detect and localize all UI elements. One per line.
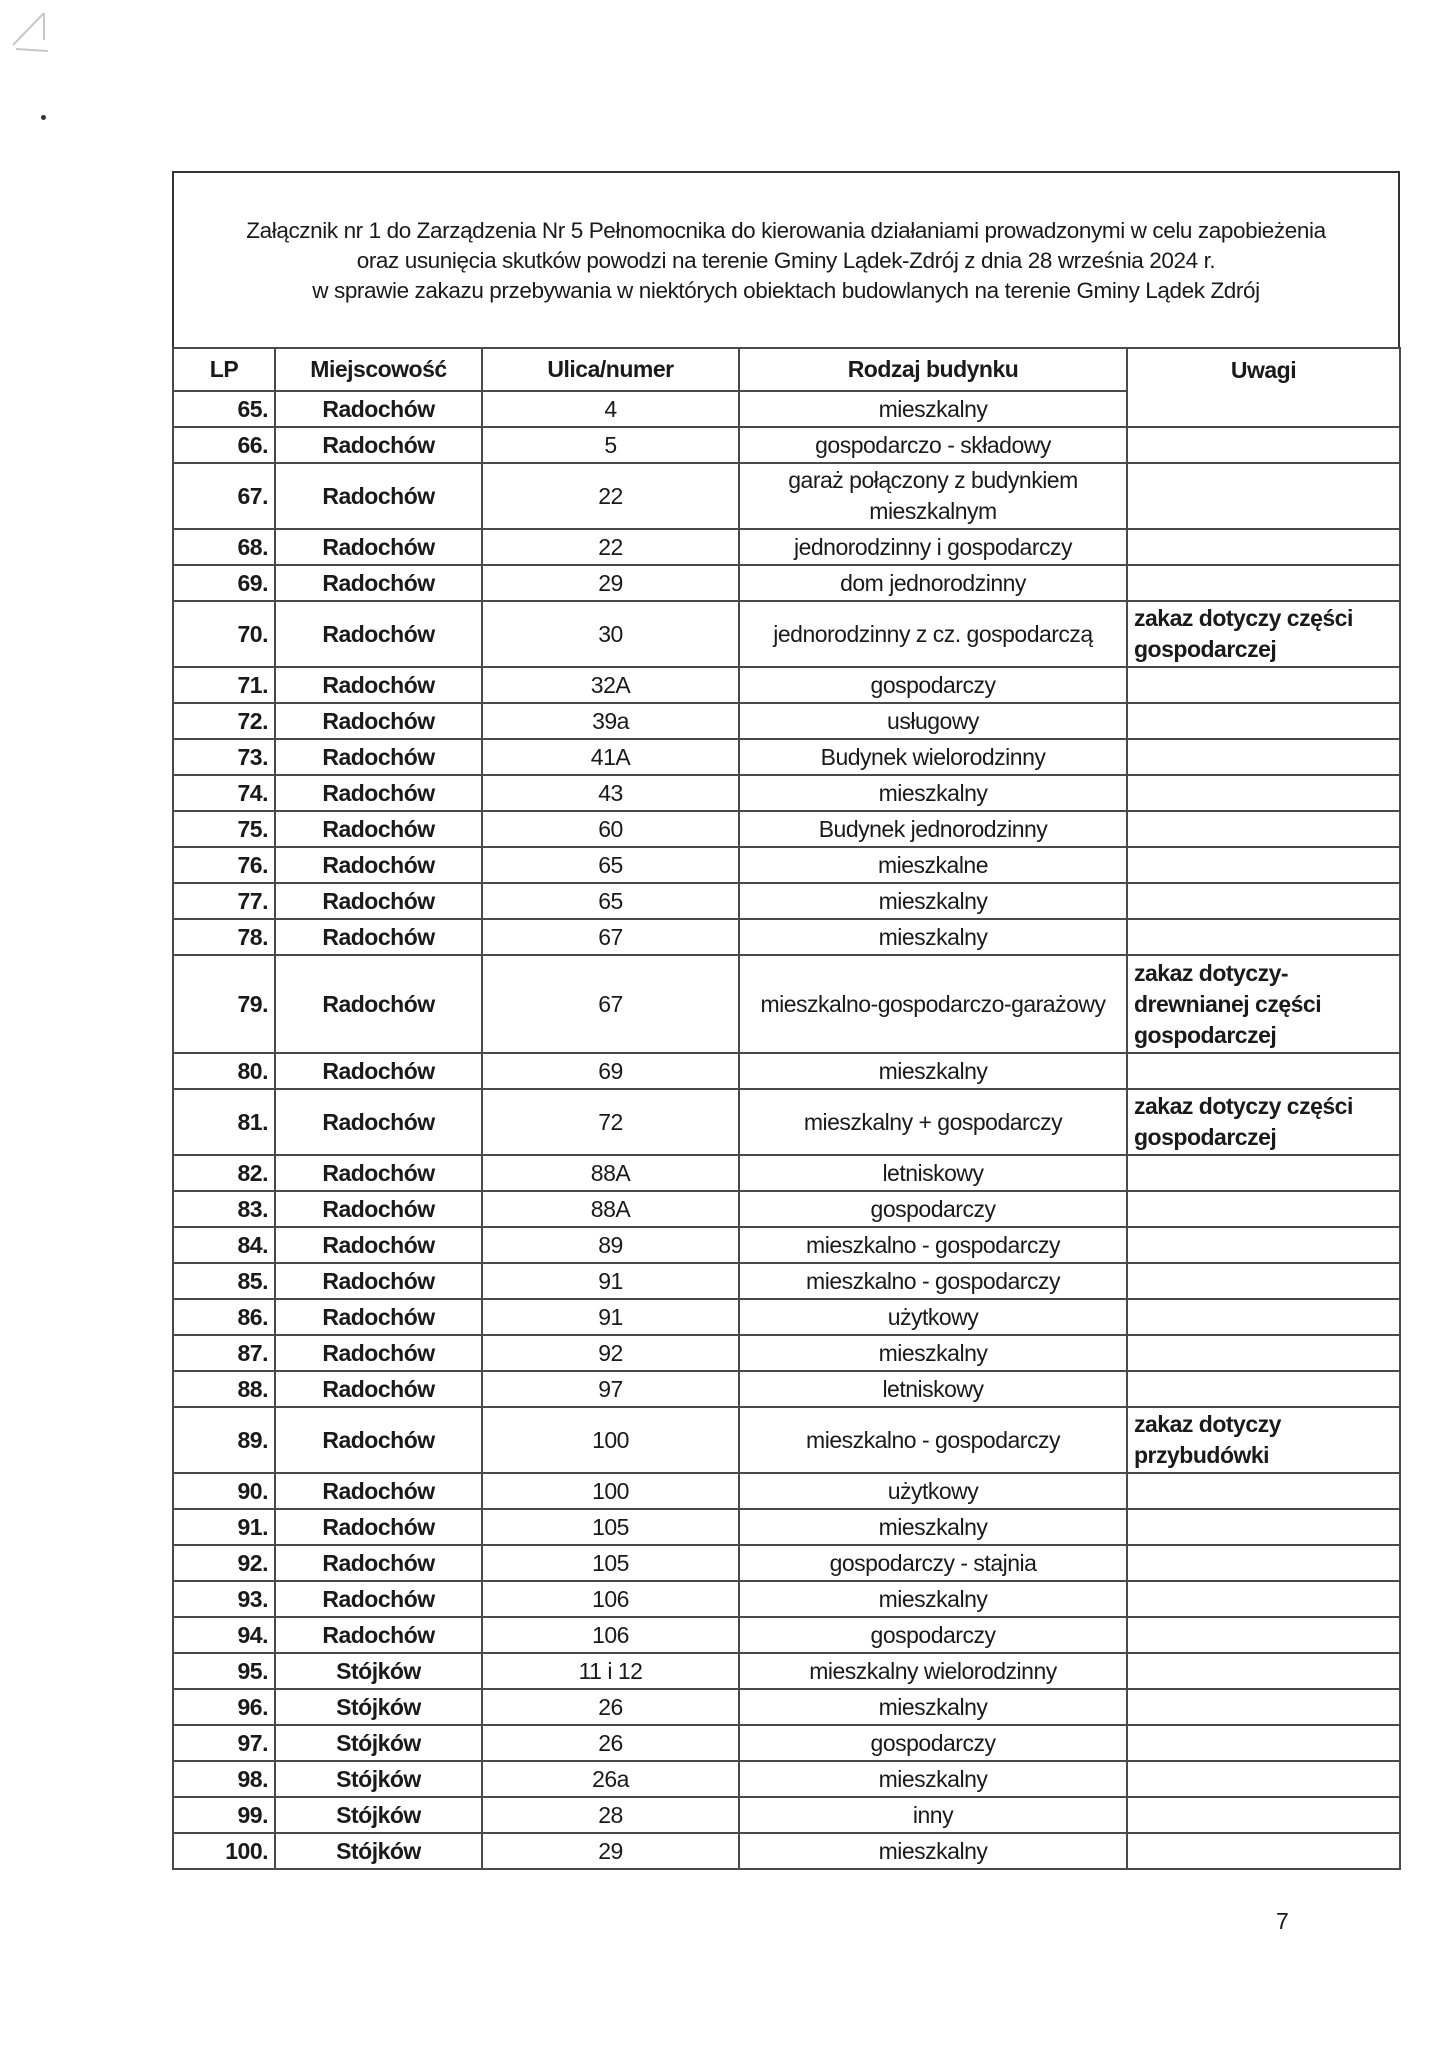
buildings-table — [172, 347, 1401, 1870]
cell-rodzaj: dom jednorodzinny — [739, 565, 1127, 601]
cell-miejscowosc: Radochów — [275, 847, 482, 883]
cell-lp: 74. — [173, 775, 275, 811]
column-header-miejscowosc: Miejscowość — [275, 348, 482, 391]
cell-lp: 96. — [173, 1689, 275, 1725]
cell-ulica: 26 — [482, 1725, 739, 1761]
cell-miejscowosc: Radochów — [275, 883, 482, 919]
cell-uwagi — [1127, 1155, 1400, 1191]
cell-miejscowosc: Stójków — [275, 1761, 482, 1797]
cell-miejscowosc: Stójków — [275, 1725, 482, 1761]
cell-lp: 90. — [173, 1473, 275, 1509]
cell-miejscowosc: Radochów — [275, 1263, 482, 1299]
cell-rodzaj: mieszkalne — [739, 847, 1127, 883]
cell-miejscowosc: Radochów — [275, 919, 482, 955]
table-row — [173, 1545, 1400, 1581]
column-header-ulica: Ulica/numer — [482, 348, 739, 391]
table-row — [173, 955, 1400, 1053]
cell-rodzaj: inny — [739, 1797, 1127, 1833]
cell-uwagi: zakaz dotyczy- drewnianej części gospodarczej — [1127, 955, 1400, 1053]
cell-miejscowosc: Radochów — [275, 1155, 482, 1191]
cell-ulica: 22 — [482, 529, 739, 565]
table-row — [173, 565, 1400, 601]
cell-ulica: 30 — [482, 601, 739, 667]
cell-miejscowosc: Radochów — [275, 739, 482, 775]
cell-miejscowosc: Radochów — [275, 1545, 482, 1581]
cell-lp: 69. — [173, 565, 275, 601]
cell-uwagi — [1127, 847, 1400, 883]
cell-miejscowosc: Stójków — [275, 1689, 482, 1725]
header-line-2: oraz usunięcia skutków powodzi na terenie Gminy Lądek-Zdrój z dnia 28 września 2024 r. — [356, 248, 1216, 273]
cell-ulica: 100 — [482, 1473, 739, 1509]
cell-rodzaj: Budynek wielorodzinny — [739, 739, 1127, 775]
cell-lp: 71. — [173, 667, 275, 703]
cell-uwagi — [1127, 1725, 1400, 1761]
cell-ulica: 89 — [482, 1227, 739, 1263]
cell-lp: 75. — [173, 811, 275, 847]
cell-miejscowosc: Radochów — [275, 775, 482, 811]
cell-miejscowosc: Radochów — [275, 1299, 482, 1335]
cell-lp: 78. — [173, 919, 275, 955]
cell-lp: 70. — [173, 601, 275, 667]
cell-lp: 84. — [173, 1227, 275, 1263]
cell-rodzaj: mieszkalny — [739, 1581, 1127, 1617]
table-row — [173, 919, 1400, 955]
cell-ulica: 41A — [482, 739, 739, 775]
cell-lp: 66. — [173, 427, 275, 463]
cell-miejscowosc: Radochów — [275, 811, 482, 847]
cell-lp: 87. — [173, 1335, 275, 1371]
cell-ulica: 91 — [482, 1299, 739, 1335]
cell-lp: 92. — [173, 1545, 275, 1581]
cell-ulica: 39a — [482, 703, 739, 739]
cell-lp: 93. — [173, 1581, 275, 1617]
cell-ulica: 67 — [482, 919, 739, 955]
cell-uwagi — [1127, 565, 1400, 601]
cell-rodzaj: mieszkalny — [739, 919, 1127, 955]
cell-rodzaj: mieszkalny — [739, 1833, 1127, 1869]
page-number: 7 — [1276, 1908, 1289, 1934]
cell-rodzaj: letniskowy — [739, 1371, 1127, 1407]
cell-ulica: 88A — [482, 1191, 739, 1227]
cell-lp: 97. — [173, 1725, 275, 1761]
cell-lp: 65. — [173, 391, 275, 427]
cell-rodzaj: mieszkalny + gospodarczy — [739, 1089, 1127, 1155]
cell-ulica: 60 — [482, 811, 739, 847]
cell-ulica: 22 — [482, 463, 739, 529]
cell-rodzaj: garaż połączony z budynkiem mieszkalnym — [739, 463, 1127, 529]
cell-uwagi — [1127, 667, 1400, 703]
table-row — [173, 739, 1400, 775]
cell-uwagi — [1127, 463, 1400, 529]
cell-rodzaj: mieszkalny — [739, 1689, 1127, 1725]
cell-lp: 77. — [173, 883, 275, 919]
cell-miejscowosc: Radochów — [275, 1617, 482, 1653]
cell-uwagi — [1127, 529, 1400, 565]
cell-rodzaj: gospodarczy — [739, 1191, 1127, 1227]
cell-rodzaj: mieszkalny — [739, 1053, 1127, 1089]
cell-rodzaj: mieszkalno - gospodarczy — [739, 1227, 1127, 1263]
table-row — [173, 667, 1400, 703]
table-row — [173, 1299, 1400, 1335]
header-line-1: Załącznik nr 1 do Zarządzenia Nr 5 Pełnomocnika do kierowania działaniami prowadzonymi w celu zapobieżenia — [246, 218, 1326, 243]
table-row — [173, 883, 1400, 919]
scan-dot-mark — [41, 115, 46, 120]
cell-miejscowosc: Radochów — [275, 703, 482, 739]
cell-rodzaj: mieszkalny — [739, 1335, 1127, 1371]
cell-ulica: 32A — [482, 667, 739, 703]
table-row — [173, 1833, 1400, 1869]
cell-uwagi — [1127, 1689, 1400, 1725]
cell-uwagi — [1127, 1833, 1400, 1869]
table-row — [173, 1155, 1400, 1191]
cell-rodzaj: mieszkalny — [739, 1509, 1127, 1545]
cell-ulica: 91 — [482, 1263, 739, 1299]
cell-lp: 67. — [173, 463, 275, 529]
cell-ulica: 5 — [482, 427, 739, 463]
cell-miejscowosc: Radochów — [275, 1407, 482, 1473]
cell-uwagi: zakaz dotyczy części gospodarczej — [1127, 601, 1400, 667]
cell-ulica: 92 — [482, 1335, 739, 1371]
cell-uwagi — [1127, 1263, 1400, 1299]
cell-rodzaj: gospodarczy — [739, 1725, 1127, 1761]
cell-uwagi: zakaz dotyczy przybudówki — [1127, 1407, 1400, 1473]
cell-rodzaj: gospodarczy - stajnia — [739, 1545, 1127, 1581]
cell-lp: 76. — [173, 847, 275, 883]
column-header-uwagi: Uwagi — [1127, 348, 1400, 391]
cell-ulica: 67 — [482, 955, 739, 1053]
cell-lp: 82. — [173, 1155, 275, 1191]
cell-rodzaj: mieszkalny — [739, 775, 1127, 811]
cell-miejscowosc: Radochów — [275, 1581, 482, 1617]
table-row — [173, 1473, 1400, 1509]
cell-miejscowosc: Radochów — [275, 529, 482, 565]
cell-miejscowosc: Stójków — [275, 1653, 482, 1689]
cell-rodzaj: mieszkalno-gospodarczo-garażowy — [739, 955, 1127, 1053]
table-row — [173, 1797, 1400, 1833]
cell-lp: 91. — [173, 1509, 275, 1545]
cell-ulica: 106 — [482, 1617, 739, 1653]
cell-uwagi — [1127, 1053, 1400, 1089]
table-row — [173, 1689, 1400, 1725]
cell-uwagi: zakaz dotyczy części gospodarczej — [1127, 1089, 1400, 1155]
table-row — [173, 1653, 1400, 1689]
cell-uwagi — [1127, 1797, 1400, 1833]
cell-uwagi — [1127, 1473, 1400, 1509]
table-row — [173, 703, 1400, 739]
table-row — [173, 1617, 1400, 1653]
cell-rodzaj: letniskowy — [739, 1155, 1127, 1191]
cell-ulica: 65 — [482, 847, 739, 883]
table-row — [173, 775, 1400, 811]
cell-uwagi — [1127, 1335, 1400, 1371]
table-row — [173, 1191, 1400, 1227]
cell-uwagi — [1127, 811, 1400, 847]
cell-rodzaj: jednorodzinny z cz. gospodarczą — [739, 601, 1127, 667]
cell-ulica: 69 — [482, 1053, 739, 1089]
cell-miejscowosc: Radochów — [275, 1227, 482, 1263]
table-row — [173, 1581, 1400, 1617]
table-row — [173, 1263, 1400, 1299]
cell-rodzaj: mieszkalny — [739, 1761, 1127, 1797]
table-header-row — [173, 348, 1400, 391]
cell-miejscowosc: Radochów — [275, 601, 482, 667]
cell-miejscowosc: Radochów — [275, 463, 482, 529]
cell-rodzaj: mieszkalno - gospodarczy — [739, 1263, 1127, 1299]
table-row — [173, 1761, 1400, 1797]
table-row — [173, 1371, 1400, 1407]
table-row — [173, 811, 1400, 847]
table-row — [173, 601, 1400, 667]
cell-lp: 86. — [173, 1299, 275, 1335]
cell-miejscowosc: Stójków — [275, 1833, 482, 1869]
table-row — [173, 1335, 1400, 1371]
cell-lp: 100. — [173, 1833, 275, 1869]
cell-miejscowosc: Radochów — [275, 1371, 482, 1407]
cell-uwagi — [1127, 427, 1400, 463]
cell-miejscowosc: Radochów — [275, 1089, 482, 1155]
cell-ulica: 11 i 12 — [482, 1653, 739, 1689]
cell-lp: 72. — [173, 703, 275, 739]
cell-ulica: 106 — [482, 1581, 739, 1617]
cell-miejscowosc: Radochów — [275, 1191, 482, 1227]
cell-ulica: 26 — [482, 1689, 739, 1725]
cell-rodzaj: Budynek jednorodzinny — [739, 811, 1127, 847]
table-row — [173, 1509, 1400, 1545]
cell-rodzaj: usługowy — [739, 703, 1127, 739]
cell-uwagi — [1127, 1617, 1400, 1653]
cell-miejscowosc: Radochów — [275, 391, 482, 427]
cell-uwagi — [1127, 883, 1400, 919]
cell-lp: 83. — [173, 1191, 275, 1227]
table-body — [173, 391, 1400, 1869]
header-line-3: w sprawie zakazu przebywania w niektórych obiektach budowlanych na terenie Gminy Lądek Zdrój — [312, 278, 1260, 303]
cell-rodzaj: mieszkalno - gospodarczy — [739, 1407, 1127, 1473]
cell-uwagi — [1127, 1299, 1400, 1335]
cell-ulica: 26a — [482, 1761, 739, 1797]
cell-uwagi — [1127, 1581, 1400, 1617]
table-row — [173, 847, 1400, 883]
cell-ulica: 100 — [482, 1407, 739, 1473]
cell-rodzaj: użytkowy — [739, 1299, 1127, 1335]
table-row — [173, 1227, 1400, 1263]
cell-ulica: 72 — [482, 1089, 739, 1155]
cell-rodzaj: gospodarczy — [739, 1617, 1127, 1653]
table-row — [173, 1407, 1400, 1473]
document-header-frame — [172, 171, 1400, 349]
table-row — [173, 1089, 1400, 1155]
cell-ulica: 88A — [482, 1155, 739, 1191]
column-header-lp: LP — [173, 348, 275, 391]
cell-lp: 99. — [173, 1797, 275, 1833]
cell-miejscowosc: Radochów — [275, 427, 482, 463]
table-row — [173, 1053, 1400, 1089]
cell-miejscowosc: Radochów — [275, 1509, 482, 1545]
cell-uwagi — [1127, 1545, 1400, 1581]
cell-rodzaj: jednorodzinny i gospodarczy — [739, 529, 1127, 565]
cell-uwagi — [1127, 1191, 1400, 1227]
cell-uwagi — [1127, 739, 1400, 775]
cell-uwagi — [1127, 1371, 1400, 1407]
cell-ulica: 29 — [482, 565, 739, 601]
cell-uwagi — [1127, 775, 1400, 811]
cell-ulica: 97 — [482, 1371, 739, 1407]
cell-uwagi — [1127, 1653, 1400, 1689]
cell-ulica: 28 — [482, 1797, 739, 1833]
cell-rodzaj: użytkowy — [739, 1473, 1127, 1509]
cell-lp: 68. — [173, 529, 275, 565]
cell-lp: 81. — [173, 1089, 275, 1155]
cell-rodzaj: mieszkalny wielorodzinny — [739, 1653, 1127, 1689]
cell-uwagi — [1127, 919, 1400, 955]
cell-lp: 85. — [173, 1263, 275, 1299]
cell-lp: 95. — [173, 1653, 275, 1689]
table-row — [173, 1725, 1400, 1761]
cell-rodzaj: mieszkalny — [739, 391, 1127, 427]
cell-miejscowosc: Radochów — [275, 565, 482, 601]
cell-ulica: 29 — [482, 1833, 739, 1869]
cell-lp: 73. — [173, 739, 275, 775]
cell-ulica: 43 — [482, 775, 739, 811]
cell-uwagi — [1127, 703, 1400, 739]
cell-miejscowosc: Radochów — [275, 1053, 482, 1089]
cell-lp: 98. — [173, 1761, 275, 1797]
table-row — [173, 463, 1400, 529]
document-header — [174, 173, 1398, 349]
table-row — [173, 427, 1400, 463]
cell-lp: 80. — [173, 1053, 275, 1089]
cell-miejscowosc: Radochów — [275, 1473, 482, 1509]
table-row — [173, 529, 1400, 565]
scan-corner-mark-icon — [8, 5, 53, 53]
cell-ulica: 105 — [482, 1509, 739, 1545]
cell-ulica: 4 — [482, 391, 739, 427]
cell-miejscowosc: Stójków — [275, 1797, 482, 1833]
cell-ulica: 105 — [482, 1545, 739, 1581]
cell-uwagi — [1127, 1761, 1400, 1797]
cell-lp: 89. — [173, 1407, 275, 1473]
cell-miejscowosc: Radochów — [275, 667, 482, 703]
cell-rodzaj: mieszkalny — [739, 883, 1127, 919]
cell-rodzaj: gospodarczy — [739, 667, 1127, 703]
cell-lp: 88. — [173, 1371, 275, 1407]
column-header-rodzaj: Rodzaj budynku — [739, 348, 1127, 391]
table-row — [173, 391, 1400, 427]
cell-miejscowosc: Radochów — [275, 955, 482, 1053]
cell-uwagi — [1127, 1509, 1400, 1545]
cell-uwagi — [1127, 391, 1400, 427]
cell-ulica: 65 — [482, 883, 739, 919]
cell-lp: 94. — [173, 1617, 275, 1653]
cell-uwagi — [1127, 1227, 1400, 1263]
cell-rodzaj: gospodarczo - składowy — [739, 427, 1127, 463]
cell-lp: 79. — [173, 955, 275, 1053]
cell-miejscowosc: Radochów — [275, 1335, 482, 1371]
